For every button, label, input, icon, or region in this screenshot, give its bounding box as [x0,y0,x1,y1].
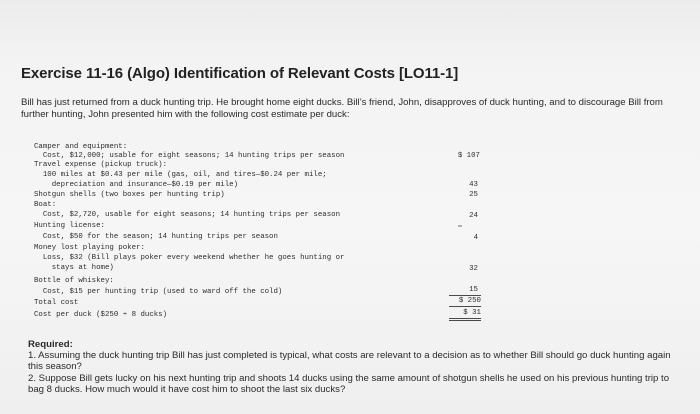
required-section [28,339,678,395]
question-1: 1. Assuming the duck hunting trip Bill has just completed is typical, what costs are relevant to a decision as to whether Bill should go duck hunting again this season? [28,350,671,373]
estimate-line: Money lost playing poker: [34,244,145,252]
estimate-line: stays at home) [34,264,114,272]
amount-whiskey: 15 [469,286,478,294]
print-speck [458,225,462,227]
exercise-title: Exercise 11-16 (Algo) Identification of Relevant Costs [LO11-1] [21,65,459,82]
amount-poker: 32 [469,265,478,273]
required-heading: Required: [28,339,73,350]
amount-total: $ 250 [458,297,481,305]
subtotal-rule [449,295,481,296]
estimate-line: Boat: [34,201,57,209]
estimate-line: Cost, $2,720, usable for eight seasons; 14 hunting trips per season [34,211,341,219]
estimate-line: 100 miles at $0.43 per mile (gas, oil, and tires—$0.24 per mile; [34,171,327,179]
amount-shells: 25 [469,191,478,199]
estimate-line: Shotgun shells (two boxes per hunting trip) [34,191,225,199]
double-underline-top [449,318,481,319]
estimate-line: Travel expense (pickup truck): [34,161,168,169]
amount-per-duck: $ 31 [463,309,481,317]
problem-intro: Bill has just returned from a duck hunting trip. He brought home eight ducks. Bill’s friend, John, disapproves of duck hunting, and to discourage Bill from further hunting, John presented him with the following cost estimate per duck: [21,97,663,120]
double-underline-bottom [449,320,481,321]
estimate-line: Cost, $15 per hunting trip (used to ward off the cold) [34,288,283,296]
estimate-line: Camper and equipment: [34,143,128,151]
estimate-line: depreciation and insurance—$0.19 per mile) [34,181,239,189]
question-2: 2. Suppose Bill gets lucky on his next hunting trip and shoots 14 ducks using the same amount of shotgun shells he used on his previous hunting trip to bag 8 ducks. How much would it have cost him to shoot the last six ducks? [28,372,670,395]
amount-license: 4 [473,234,478,242]
estimate-line: Cost per duck ($250 ÷ 8 ducks) [34,311,168,319]
estimate-line: Bottle of whiskey: [34,277,114,285]
estimate-line: Loss, $32 (Bill plays poker every weekend whether he goes hunting or [34,254,345,262]
amount-travel: 43 [469,181,478,189]
amount-boat: 24 [469,212,478,220]
estimate-line: Cost, $12,000; usable for eight seasons; 14 hunting trips per season [34,152,345,160]
estimate-line: Total cost [34,299,79,307]
estimate-line: Hunting license: [34,222,105,230]
total-rule [449,306,481,307]
amount-camper: $ 107 [457,152,480,160]
estimate-line: Cost, $50 for the season; 14 hunting trips per season [34,233,278,241]
